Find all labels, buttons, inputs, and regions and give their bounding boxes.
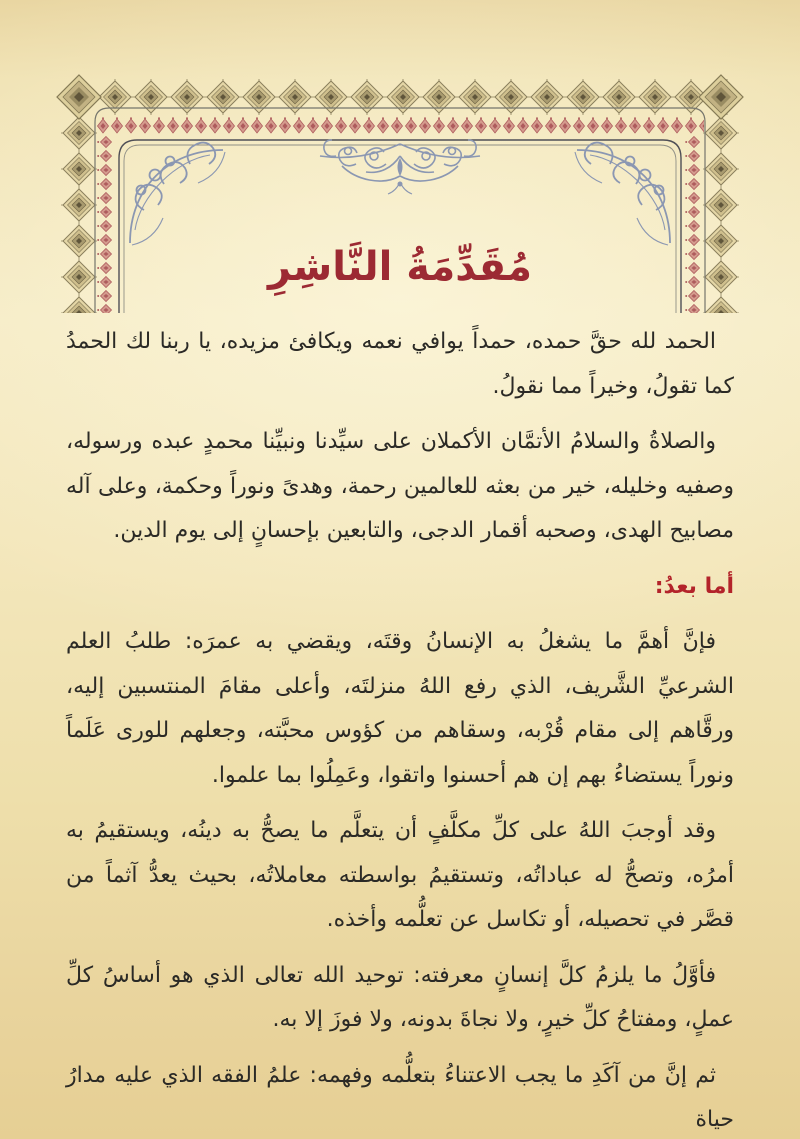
paragraph-salat: والصلاةُ والسلامُ الأتمَّان الأكملان على سيِّدنا ونبيِّنا محمدٍ عبده ورسوله، وصفيه وخليله، خير من بعثه للعالمين رحمة، وهدىً ونوراً وحكمة، وعلى آله مصابيح الهدى، وصحبه أقمار الدجى، والتابعين بإحسانٍ إلى يوم الدين.: [66, 429, 734, 543]
paragraph-wajib-taallum: وقد أوجبَ اللهُ على كلِّ مكلَّفٍ أن يتعلَّم ما يصحُّ به دينُه، ويستقيمُ به أمرُه، وتصحُّ له عباداتُه، وتستقيمُ بواسطته معاملاتُه، بحيث يعدُّ آثماً من قصَّر في تحصيله، أو تكاسل عن تعلُّمه وأخذه.: [66, 818, 734, 932]
paragraph-tawhid: فأوَّلُ ما يلزمُ كلَّ إنسانٍ معرفته: توحيد الله تعالى الذي هو أساسُ كلِّ عملٍ، ومفتاحُ كلِّ خيرٍ، ولا نجاةَ بدونه، ولا فوزَ إلا به.: [66, 962, 734, 1032]
corner-arabesque-left-icon: [130, 143, 225, 245]
paragraph-hamd: الحمد لله حقَّ حمده، حمداً يوافي نعمه ويكافئ مزيده، يا ربنا لك الحمدُ كما تقولُ، وخيراً مما نقولُ.: [66, 329, 734, 399]
page-title: مُقَدِّمَةُ النَّاشِرِ: [268, 244, 532, 290]
center-arabesque-icon: [320, 140, 480, 194]
top-chain-border: [61, 79, 741, 115]
section-heading-amma-baad: أما بعدُ:: [654, 573, 734, 599]
text-block: [66, 320, 734, 1139]
paragraph-ilm-shari: فإنَّ أهمَّ ما يشغلُ به الإنسانُ وقتَه، ويقضي به عمرَه: طلبُ العلم الشرعيِّ الشَّريف، الذي رفع اللهُ منزلتَه، وأعلى مقامَ المنتسبين إليه، ورقَّاهم إلى مقام قُرْبه، وسقاهم من كؤوس محبَّته، وجعلهم للورى عَلَماً ونوراً يستضاءُ بهم إن هم أحسنوا واتقوا، وعَمِلُوا بما علموا.: [66, 629, 734, 788]
zigzag-band-top: [96, 117, 704, 135]
corner-arabesque-right-icon: [575, 143, 670, 245]
paragraph-fiqh: ثم إنَّ من آكَدِ ما يجب الاعتناءُ بتعلُّمه وفهمه: علمُ الفقه الذي عليه مدارُ حياة: [66, 1062, 734, 1132]
